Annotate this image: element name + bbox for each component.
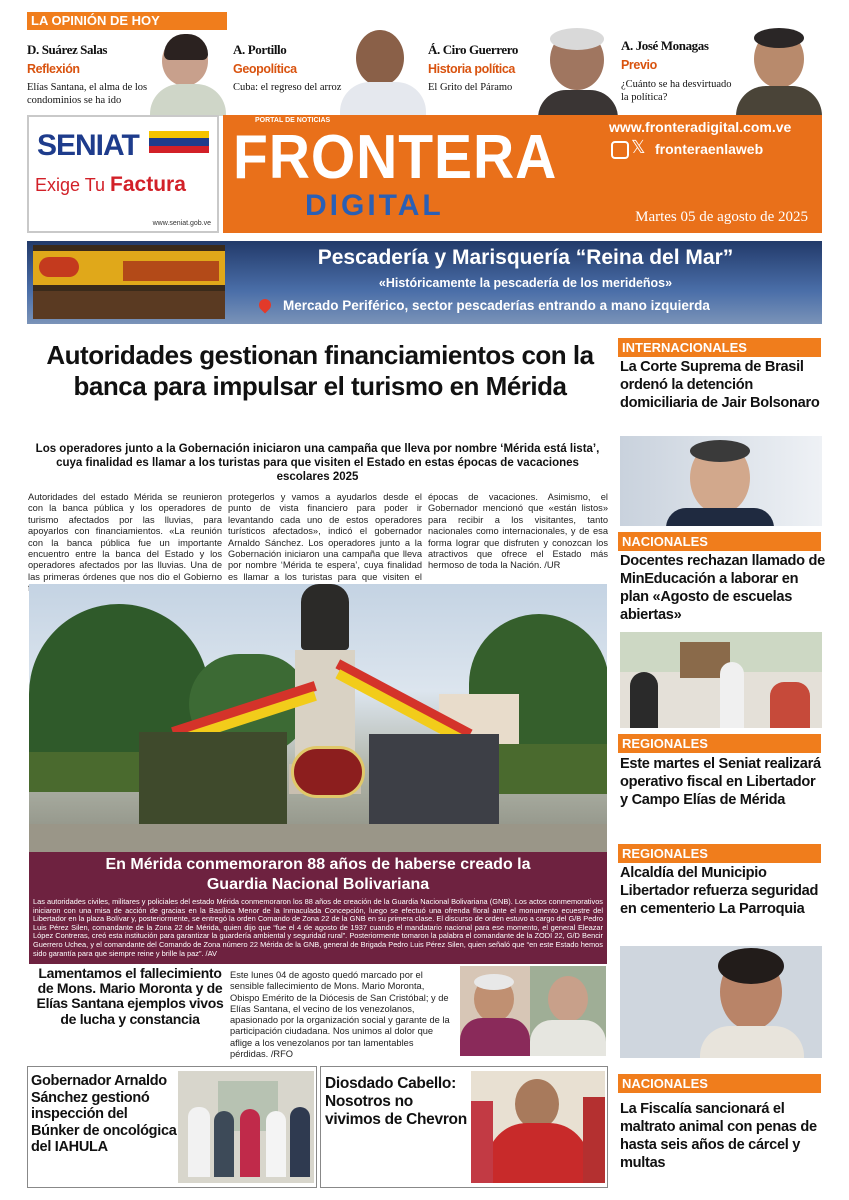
location-pin-icon [257,297,274,314]
seniat-slogan: Exige Tu Factura [35,173,186,196]
bottom-left-headline: Gobernador Arnaldo Sánchez gestionó inspección del Búnker de oncológica del IAHULA [31,1073,177,1156]
obit-body: Este lunes 04 de agosto quedó marcado por el sensible fallecimiento de Mons. Mario Moronta, Obispo Emérito de la Diócesis de San Cristóbal; y de Elías Santana, el vecino de los venezolanos, apasionado por la organización social y garante de la participación ciudadana. Nos unimos al dolor que aflige a los venezolanos por tan lamentables pérdidas. /RFO [230,970,450,1060]
masthead-title[interactable]: FRONTERA [233,123,558,192]
gnb-caption-block [29,852,607,964]
sidebar-headline-seniat[interactable]: Este martes el Seniat realizará operativo fiscal en Libertador y Campo Elías de Mérida [620,756,821,808]
opinion-section: Geopolítica [233,62,297,76]
venezuela-flag-icon [149,131,209,153]
x-icon[interactable]: 𝕏 [631,137,646,157]
opinion-photo-1 [148,32,228,116]
instagram-icon[interactable] [611,141,629,159]
cabello-photo [471,1071,605,1183]
bottom-box-right[interactable] [320,1066,608,1188]
opinion-section: Reflexión [27,62,80,76]
opinion-teaser: ¿Cuánto se ha desvirtuado la política? [621,79,732,103]
website-link[interactable]: www.fronteradigital.com.ve [609,119,792,135]
portal-label: PORTAL DE NOTICIAS [255,117,331,124]
masthead-subtitle: DIGITAL [305,189,444,222]
pescaderia-photo [33,245,225,319]
opinion-photo-3 [538,26,618,116]
sidebar-section-regionales-2: REGIONALES [618,844,821,863]
pescaderia-ad[interactable] [27,241,822,324]
seniat-url: www.seniat.gob.ve [152,220,211,227]
lead-body-col-2: protegerlos y vamos a ayudarlos desde el punto de vista financiero para poder ir levantando cada uno de estos operadores turísticos afectados», indicó el gobernador Arnaldo Sánchez. Los operadores junto a la Gobernación iniciaron una campaña que lleva por nombre ‘Mérida te espera’, cuya finalidad es llamar a los turistas para que visiten el [228,492,422,582]
sidebar-headline-fiscalia[interactable]: La Fiscalía sancionará el maltrato animal con penas de hasta seis años de cárcel y multas [620,1101,817,1171]
sidebar-headline-bolsonaro[interactable]: La Corte Suprema de Brasil ordenó la detención domiciliaria de Jair Bolsonaro [620,359,820,411]
sidebar-headline-docentes[interactable]: Docentes rechazan llamado de MinEducación a laborar en plan «Agosto de escuelas abiertas» [620,553,825,623]
alcaldia-photo [620,946,822,1058]
seniat-ad[interactable] [27,115,219,233]
gnb-headline[interactable]: En Mérida conmemoraron 88 años de haberse creado la Guardia Nacional Bolivariana [105,856,531,893]
masthead [223,115,822,233]
opinion-section: Historia política [428,62,515,76]
docentes-photo [620,632,822,728]
lead-headline[interactable]: Autoridades gestionan financiamientos con la banca para impulsar el turismo en Mérida [46,340,594,401]
lead-body-col-3: épocas de vacaciones. Asimismo, el Gobernador mencionó que «están listos» para recibir a los visitantes, tanto nacionales como internacionales, y de esa forma lograr que disfruten y conozcan los atractivos que ofrece el Estado más hermoso de toda la Nación. /UR [428,492,608,571]
social-handle[interactable]: fronteraenlaweb [655,141,764,157]
opinion-author: A. Portillo [233,42,287,57]
sidebar-headline-cementerio[interactable]: Alcaldía del Municipio Libertador refuerza seguridad en cementerio La Parroquia [620,865,819,917]
obit-photo-bishop [460,966,530,1056]
edition-date: Martes 05 de agosto de 2025 [635,209,808,225]
opinion-photo-4 [736,26,822,116]
ad-title: Pescadería y Marisquería “Reina del Mar” [317,246,734,269]
ad-tagline: «Históricamente la pescadería de los merideños» [378,276,673,290]
sidebar-section-nacionales-2: NACIONALES [618,1074,821,1093]
opinion-teaser: Cuba: el regreso del arroz [233,82,342,93]
lead-deck: Los operadores junto a la Gobernación iniciaron una campaña que lleva por nombre ‘Mérida está lista’, cuya finalidad es llamar a los turistas para que visiten el Estado en estas épocas de vacaciones escolares 2025 [35,443,600,483]
seniat-logo: SENIAT [37,129,139,162]
bottom-right-headline: Diosdado Cabello: Nosotros no vivimos de Chevron [325,1075,467,1128]
opinion-teaser: Elías Santana, el alma de los condominios se ha ido [27,82,148,106]
ad-address: Mercado Periférico, sector pescaderías entrando a mano izquierda [283,298,710,313]
opinion-author: D. Suárez Salas [27,42,108,57]
opinion-section-label: LA OPINIÓN DE HOY [27,12,227,30]
gnb-photo[interactable] [29,584,607,852]
bunker-photo [178,1071,314,1183]
opinion-teaser: El Grito del Páramo [428,82,513,93]
sidebar-section-nacionales: NACIONALES [618,532,821,551]
sidebar-section-internacionales: INTERNACIONALES [618,338,821,357]
obit-headline[interactable]: Lamentamos el fallecimiento de Mons. Mario Moronta y de Elías Santana ejemplos vivos de lucha y constancia [36,965,224,1027]
opinion-author: Á. Ciro Guerrero [428,42,518,57]
lead-body-col-1: Autoridades del estado Mérida se reunieron con la banca pública y los operadores de turismo afectados por las lluvias, para apoyarlos con financiamientos. «La reunión con la banca pública fue un importante encuentro entre la banca del Estado y los operadores afectados por las lluvias. Una de las primeras órdenes que nos dio el Gobierno [28,492,222,582]
opinion-section: Previo [621,58,657,72]
bottom-box-left[interactable] [27,1066,317,1188]
obit-photo-santana [530,966,606,1056]
opinion-author: A. José Monagas [621,38,709,53]
gnb-body: Las autoridades civiles, militares y policiales del estado Mérida conmemoraron los 88 años de creación de la Guardia Nacional Bolivariana (GNB). Los actos conmemorativos iniciaron con una misa de acción de gracias en la Basílica Menor de la Inmaculada Concepción, luego se efectuó una ofrenda floral ante el monumento ecuestre del Libertador en la plaza Bolívar y, posteriormente, se entregó la orden Comando de Zona 22 de la GNB en su primera clase. El discurso de orden estuvo a cargo del G/B Pedro Luis Pérez Silen, comandante de la Zona 22 de Mérida, quien dijo que “fue el 4 de agosto de 1937 cuando el mandatario nacional para ese momento, el general Eleazar López Contreras, creó esta institución para garantizar la guardería ambiental y seguridad rural”. Posteriormente tomaron la palabra el comandante de la ZODI 22, G/D Bencir Guerrero Uchea, y el comandante del Comando de Zona número 22 Mérida de la GNB, general de Brigada Pedro Luis Pérez Silen, quien señaló que “en este Estado hemos sido garantía para que siempre reine y brille la paz”. /AV [33,897,603,958]
bolsonaro-photo [620,436,822,526]
opinion-photo-2 [336,24,428,116]
sidebar-section-regionales-1: REGIONALES [618,734,821,753]
